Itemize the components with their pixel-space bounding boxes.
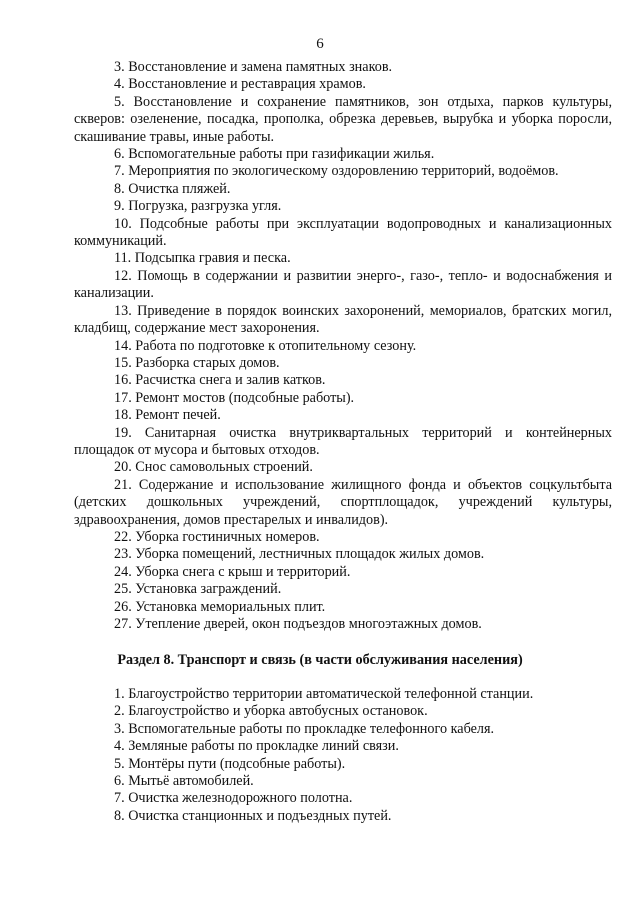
section-heading: Раздел 8. Транспорт и связь (в части обслуживания населения): [117, 652, 523, 668]
list-item: 10. Подсобные работы при эксплуатации водопроводных и канализационных коммуникаций.: [74, 215, 612, 250]
list-item: 23. Уборка помещений, лестничных площадок жилых домов.: [114, 546, 485, 563]
list-item: 7. Очистка железнодорожного полотна.: [114, 790, 353, 807]
list-item: 12. Помощь в содержании и развитии энерго-, газо-, тепло- и водоснабжения и канализации.: [74, 267, 612, 302]
list-item: 27. Утепление дверей, окон подъездов многоэтажных домов.: [114, 616, 482, 632]
list-item: 18. Ремонт печей.: [114, 407, 221, 424]
list-item: 1. Благоустройство территории автоматической телефонной станции.: [114, 686, 534, 702]
list-item: 8. Очистка станционных и подъездных путей.: [114, 807, 392, 824]
list-item: 16. Расчистка снега и залив катков.: [114, 372, 326, 389]
list-item: 3. Вспомогательные работы по прокладке телефонного кабеля.: [114, 720, 495, 737]
list-item: 8. Очистка пляжей.: [114, 180, 231, 197]
list-item: 19. Санитарная очистка внутриквартальных территорий и контейнерных площадок от мусора и бытовых отходов.: [74, 424, 612, 458]
list-item: 15. Разборка старых домов.: [114, 354, 280, 371]
list-item: 25. Установка заграждений.: [114, 581, 282, 598]
list-item: 5. Монтёры пути (подсобные работы).: [114, 755, 346, 772]
section-8-list: [74, 686, 612, 825]
list-item: 13. Приведение в порядок воинских захоронений, мемориалов, братских могил, кладбищ, содержание мест захоронения.: [74, 302, 612, 337]
list-item: 6. Мытьё автомобилей.: [114, 773, 254, 790]
list-item: 17. Ремонт мостов (подсобные работы).: [114, 389, 355, 406]
list-item: 7. Мероприятия по экологическому оздоровлению территорий, водоёмов.: [114, 163, 559, 180]
list-item: 9. Погрузка, разгрузка угля.: [114, 198, 282, 215]
list-item: 14. Работа по подготовке к отопительному сезону.: [114, 337, 417, 354]
list-item: 21. Содержание и использование жилищного фонда и объектов соцкультбыта (детских дошкольных учреждений, спортплощадок, учреждений культуры, здравоохранения, домов престарелых и инвалидов).: [74, 476, 612, 528]
list-item: 5. Восстановление и сохранение памятников, зон отдыха, парков культуры, скверов: озеленение, посадка, прополка, обрезка деревьев, вырубка и уборка поросли, скашивание травы, иные работы.: [74, 93, 612, 145]
list-item: 2. Благоустройство и уборка автобусных остановок.: [114, 703, 428, 720]
list-item: 20. Снос самовольных строений.: [114, 459, 313, 476]
list-item: 3. Восстановление и замена памятных знаков.: [114, 59, 393, 75]
list-item: 26. Установка мемориальных плит.: [114, 598, 326, 615]
list-item: 6. Вспомогательные работы при газификации жилья.: [114, 146, 435, 163]
list-item: 11. Подсыпка гравия и песка.: [114, 250, 291, 267]
list-item: 24. Уборка снега с крыш и территорий.: [114, 563, 351, 580]
list-item: 4. Восстановление и реставрация храмов.: [114, 76, 366, 93]
list-item: 22. Уборка гостиничных номеров.: [114, 528, 320, 545]
works-list: [74, 59, 612, 633]
list-item: 4. Земляные работы по прокладке линий связи.: [114, 738, 399, 755]
page-number: 6: [316, 36, 324, 52]
